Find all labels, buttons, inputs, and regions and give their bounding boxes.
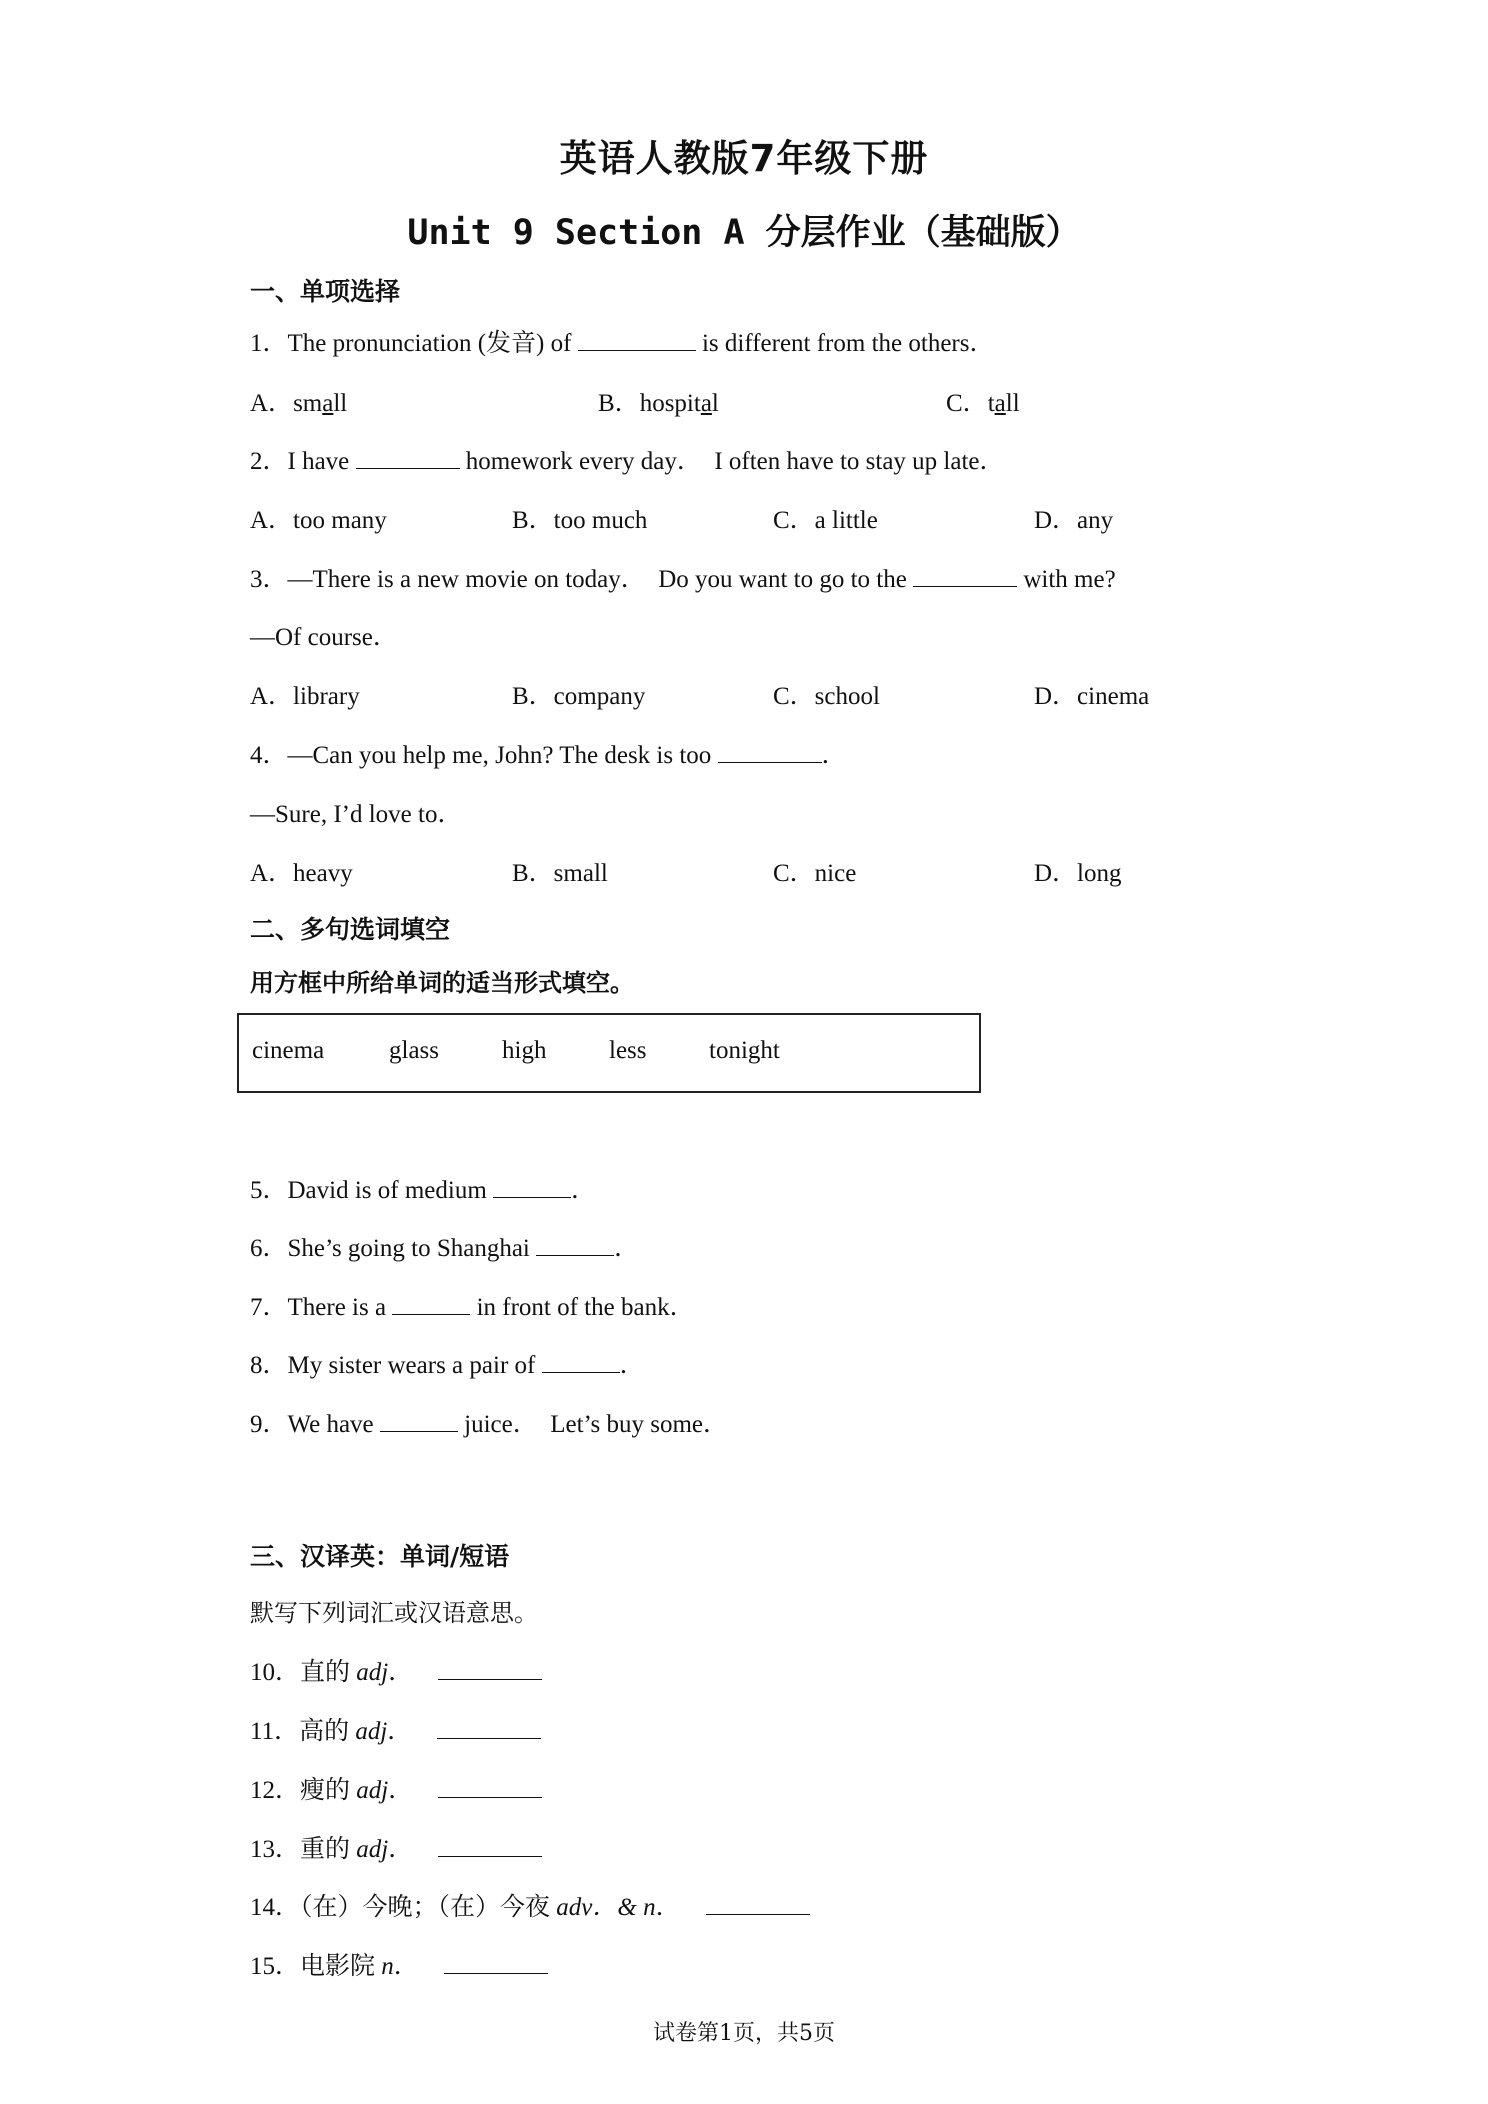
answer-blank bbox=[536, 1233, 614, 1256]
section-heading-3: 三、汉译英：单词/短语 bbox=[250, 1542, 510, 1571]
answer-blank bbox=[392, 1292, 470, 1315]
fill-item-5: 5．David is of medium ． bbox=[250, 1177, 597, 1204]
word-bank-item: high bbox=[502, 1037, 547, 1064]
answer-blank bbox=[437, 1716, 541, 1739]
option-1b: B．hospital bbox=[598, 390, 719, 417]
answer-blank bbox=[356, 446, 460, 469]
option-4a: A．heavy bbox=[250, 860, 353, 887]
option-3a: A．library bbox=[250, 683, 360, 710]
section-heading-1: 一、单项选择 bbox=[250, 277, 401, 306]
answer-blank bbox=[444, 1951, 548, 1974]
page-title: 英语人教版7年级下册 bbox=[559, 137, 929, 180]
answer-blank bbox=[438, 1775, 542, 1798]
answer-blank bbox=[542, 1350, 620, 1373]
option-2d: D．any bbox=[1034, 507, 1114, 534]
option-1a: A．small bbox=[250, 390, 348, 417]
option-4b: B．small bbox=[512, 860, 608, 887]
section-heading-2: 二、多句选词填空 bbox=[250, 915, 451, 944]
word-bank-box bbox=[237, 1013, 981, 1093]
option-2a: A．too many bbox=[250, 507, 387, 534]
fill-item-9: 9．We have juice． Let’s buy some． bbox=[250, 1411, 728, 1438]
page-subtitle: Unit 9 Section A 分层作业（基础版） bbox=[407, 213, 1081, 253]
answer-blank bbox=[913, 564, 1017, 587]
option-2c: C．a little bbox=[773, 507, 878, 534]
page-footer: 试卷第1页，共5页 bbox=[653, 2021, 835, 2046]
vocab-item-14: 14．（在）今晚；（在）今夜 adv．& n． bbox=[250, 1887, 810, 1923]
fill-item-6: 6．She’s going to Shanghai ． bbox=[250, 1235, 640, 1262]
option-1c: C．tall bbox=[946, 390, 1020, 417]
option-4c: C．nice bbox=[773, 860, 857, 887]
word-bank-item: cinema bbox=[252, 1037, 325, 1064]
fill-item-7: 7．There is a in front of the bank． bbox=[250, 1294, 695, 1321]
vocab-item-11: 11．高的 adj． bbox=[250, 1711, 541, 1747]
question-2: 2．I have homework every day． I often have to stay up late． bbox=[250, 448, 1005, 475]
answer-blank bbox=[438, 1834, 542, 1857]
word-bank-item: glass bbox=[389, 1037, 439, 1064]
vocab-item-12: 12．瘦的 adj． bbox=[250, 1770, 542, 1806]
vocab-item-10: 10．直的 adj． bbox=[250, 1652, 542, 1688]
answer-blank bbox=[578, 328, 696, 351]
question-1: 1．The pronunciation (发音) of is different from the others． bbox=[250, 330, 995, 357]
section-instruction-2: 用方框中所给单词的适当形式填空。 bbox=[250, 969, 634, 997]
question-3: 3．—There is a new movie on today． Do you want to go to the with me? bbox=[250, 566, 1116, 593]
question-4: 4．—Can you help me, John? The desk is too ． bbox=[250, 742, 847, 769]
answer-blank bbox=[380, 1409, 458, 1432]
answer-blank bbox=[493, 1175, 571, 1198]
answer-blank bbox=[718, 740, 822, 763]
vocab-item-15: 15．电影院 n． bbox=[250, 1946, 548, 1982]
fill-item-8: 8．My sister wears a pair of ． bbox=[250, 1352, 645, 1379]
vocab-item-13: 13．重的 adj． bbox=[250, 1829, 542, 1865]
answer-blank bbox=[706, 1892, 810, 1915]
section-instruction-3: 默写下列词汇或汉语意思。 bbox=[250, 1599, 538, 1627]
answer-blank bbox=[438, 1657, 542, 1680]
option-3b: B．company bbox=[512, 683, 646, 710]
word-bank-item: tonight bbox=[709, 1037, 780, 1064]
option-3c: C．school bbox=[773, 683, 880, 710]
option-4d: D．long bbox=[1034, 860, 1122, 887]
option-3d: D．cinema bbox=[1034, 683, 1150, 710]
word-bank-item: less bbox=[609, 1037, 647, 1064]
option-2b: B．too much bbox=[512, 507, 648, 534]
question-3-response: —Of course． bbox=[250, 624, 398, 651]
question-4-response: —Sure, I’d love to． bbox=[250, 801, 463, 828]
